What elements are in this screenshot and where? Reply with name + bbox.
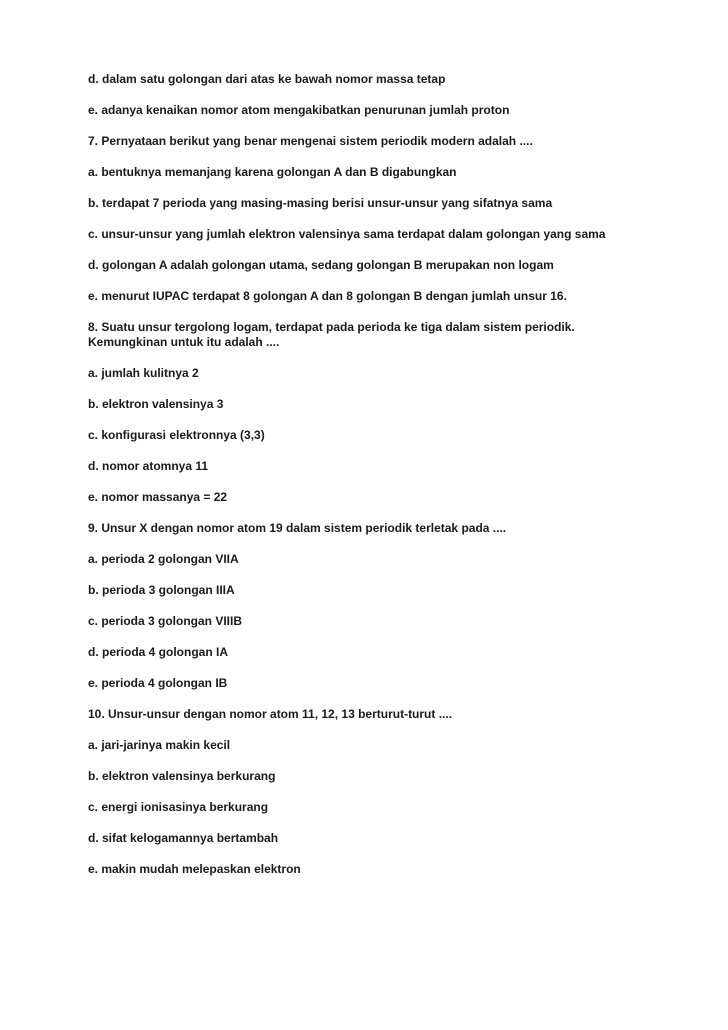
- q6-option-d: d. dalam satu golongan dari atas ke bawah nomor massa tetap: [88, 72, 446, 86]
- q9-option-e: e. perioda 4 golongan IB: [88, 676, 228, 690]
- q8-question-cont: Kemungkinan untuk itu adalah ....: [88, 335, 280, 349]
- q7-option-a: a. bentuknya memanjang karena golongan A dan B digabungkan: [88, 165, 457, 179]
- q7-option-c: c. unsur-unsur yang jumlah elektron valensinya sama terdapat dalam golongan yang sama: [88, 227, 606, 241]
- q9-option-b: b. perioda 3 golongan IIIA: [88, 583, 235, 597]
- q7-option-d: d. golongan A adalah golongan utama, sedang golongan B merupakan non logam: [88, 258, 554, 272]
- q9-question: 9. Unsur X dengan nomor atom 19 dalam sistem periodik terletak pada ....: [88, 521, 507, 535]
- q8-option-b: b. elektron valensinya 3: [88, 397, 224, 411]
- q10-option-d: d. sifat kelogamannya bertambah: [88, 831, 279, 845]
- q10-question: 10. Unsur-unsur dengan nomor atom 11, 12, 13 berturut-turut ....: [88, 707, 453, 721]
- q10-option-c: c. energi ionisasinya berkurang: [88, 800, 269, 814]
- q9-option-d: d. perioda 4 golongan IA: [88, 645, 229, 659]
- q8-option-d: d. nomor atomnya 11: [88, 459, 209, 473]
- q7-option-e: e. menurut IUPAC terdapat 8 golongan A dan 8 golongan B dengan jumlah unsur 16.: [88, 289, 567, 303]
- q8-option-c: c. konfigurasi elektronnya (3,3): [88, 428, 265, 442]
- q7-question: 7. Pernyataan berikut yang benar mengenai sistem periodik modern adalah ....: [88, 134, 533, 148]
- q9-option-c: c. perioda 3 golongan VIIIB: [88, 614, 243, 628]
- q10-option-b: b. elektron valensinya berkurang: [88, 769, 276, 783]
- q8-question: 8. Suatu unsur tergolong logam, terdapat pada perioda ke tiga dalam sistem periodik.: [88, 320, 575, 334]
- q10-option-e: e. makin mudah melepaskan elektron: [88, 862, 301, 876]
- q7-option-b: b. terdapat 7 perioda yang masing-masing berisi unsur-unsur yang sifatnya sama: [88, 196, 553, 210]
- q9-option-a: a. perioda 2 golongan VIIA: [88, 552, 239, 566]
- q10-option-a: a. jari-jarinya makin kecil: [88, 738, 231, 752]
- q6-option-e: e. adanya kenaikan nomor atom mengakibatkan penurunan jumlah proton: [88, 103, 510, 117]
- q8-option-a: a. jumlah kulitnya 2: [88, 366, 199, 380]
- q8-option-e: e. nomor massanya = 22: [88, 490, 228, 504]
